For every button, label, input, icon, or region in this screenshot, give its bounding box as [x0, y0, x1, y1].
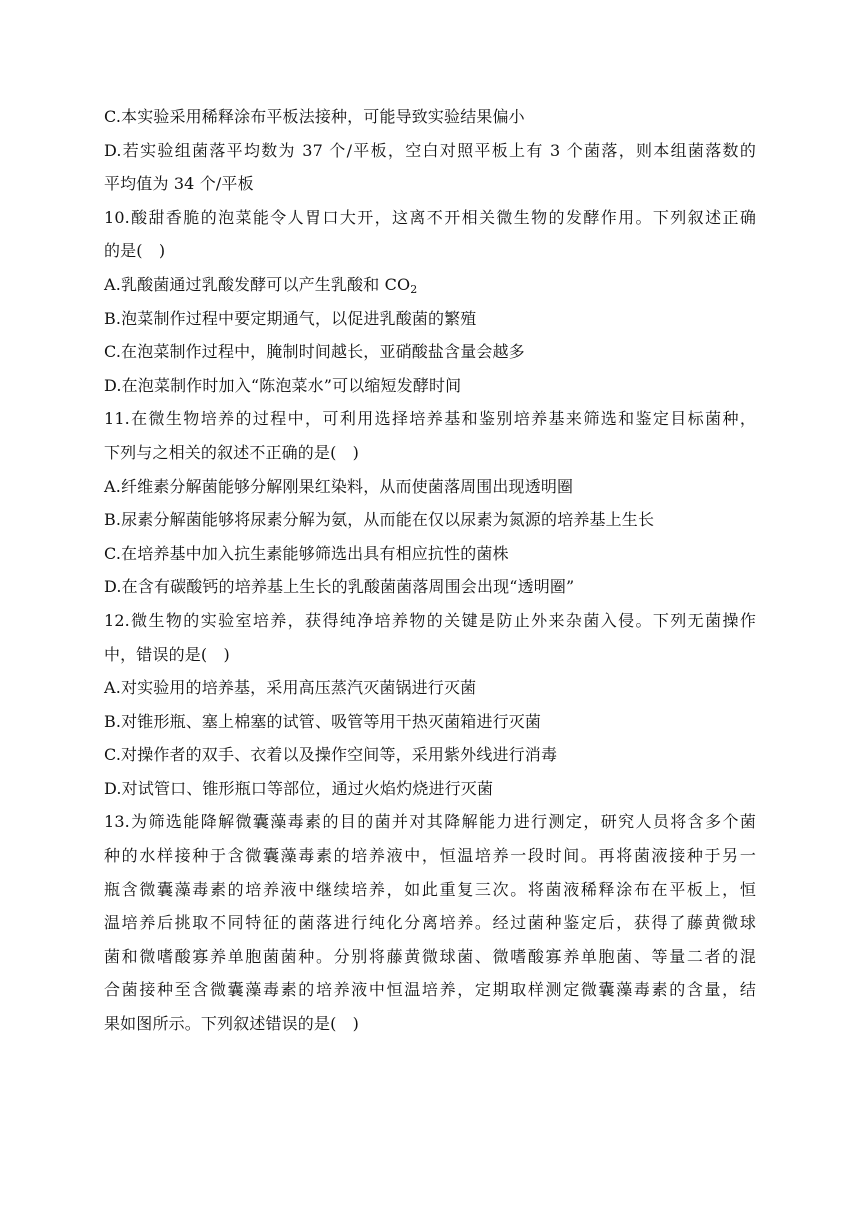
q12-option-b: B.对锥形瓶、塞上棉塞的试管、吸管等用干热灭菌箱进行灭菌: [104, 711, 542, 731]
q13-stem-line6: 合菌接种至含微囊藻毒素的培养液中恒温培养，定期取样测定微囊藻毒素的含量，结: [104, 980, 756, 1000]
q11-option-c: C.在培养基中加入抗生素能够筛选出具有相应抗性的菌株: [104, 543, 509, 563]
q12-option-a: A.对实验用的培养基，采用高压蒸汽灭菌锅进行灭菌: [104, 678, 477, 698]
q9-option-d-line1: D.若实验组菌落平均数为 37 个/平板，空白对照平板上有 3 个菌落，则本组菌落数的: [104, 140, 756, 160]
q10-option-a-text: A.乳酸菌通过乳酸发酵可以产生乳酸和 CO: [104, 274, 411, 294]
q10-option-a-subscript: 2: [410, 282, 418, 296]
q10-stem-line2: 的是( ): [104, 241, 166, 261]
q13-stem-line1: 13.为筛选能降解微囊藻毒素的目的菌并对其降解能力进行测定，研究人员将含多个菌: [104, 812, 756, 832]
q12-stem-line2: 中，错误的是( ): [104, 644, 230, 664]
q10-option-a: [104, 268, 756, 302]
question-text-block: [104, 100, 756, 1041]
q13-stem-line4: 温培养后挑取不同特征的菌落进行纯化分离培养。经过菌种鉴定后，获得了藤黄微球: [104, 913, 756, 933]
q13-stem-line7: 果如图所示。下列叙述错误的是( ): [104, 1014, 360, 1034]
q13-stem-line2: 种的水样接种于含微囊藻毒素的培养液中，恒温培养一段时间。再将菌液接种于另一: [104, 846, 756, 866]
q10-option-c: C.在泡菜制作过程中，腌制时间越长，亚硝酸盐含量会越多: [104, 342, 525, 362]
q11-stem-line2: 下列与之相关的叙述不正确的是( ): [104, 442, 360, 462]
q12-stem-line1: 12.微生物的实验室培养，获得纯净培养物的关键是防止外来杂菌入侵。下列无菌操作: [104, 610, 756, 630]
q11-stem-line1: 11.在微生物培养的过程中，可利用选择培养基和鉴别培养基来筛选和鉴定目标菌种，: [104, 409, 756, 429]
q10-option-b: B.泡菜制作过程中要定期通气，以促进乳酸菌的繁殖: [104, 308, 477, 328]
q10-option-d: D.在泡菜制作时加入“陈泡菜水”可以缩短发酵时间: [104, 375, 462, 395]
q11-option-b: B.尿素分解菌能够将尿素分解为氨，从而能在仅以尿素为氮源的培养基上生长: [104, 510, 655, 530]
q11-option-a: A.纤维素分解菌能够分解刚果红染料，从而使菌落周围出现透明圈: [104, 476, 574, 496]
q9-option-d-line2: 平均值为 34 个/平板: [104, 174, 254, 194]
q9-option-c: C.本实验采用稀释涂布平板法接种，可能导致实验结果偏小: [104, 107, 525, 126]
q12-option-d: D.对试管口、锥形瓶口等部位，通过火焰灼烧进行灭菌: [104, 778, 494, 798]
q12-option-c: C.对操作者的双手、衣着以及操作空间等，采用紫外线进行消毒: [104, 745, 558, 765]
q13-stem-line5: 菌和微嗜酸寡养单胞菌菌种。分别将藤黄微球菌、微嗜酸寡养单胞菌、等量二者的混: [104, 946, 756, 966]
q10-stem-line1: 10.酸甜香脆的泡菜能令人胃口大开，这离不开相关微生物的发酵作用。下列叙述正确: [104, 207, 756, 227]
q13-stem-line3: 瓶含微囊藻毒素的培养液中继续培养，如此重复三次。将菌液稀释涂布在平板上，恒: [104, 879, 756, 899]
q11-option-d: D.在含有碳酸钙的培养基上生长的乳酸菌菌落周围会出现“透明圈”: [104, 577, 575, 597]
